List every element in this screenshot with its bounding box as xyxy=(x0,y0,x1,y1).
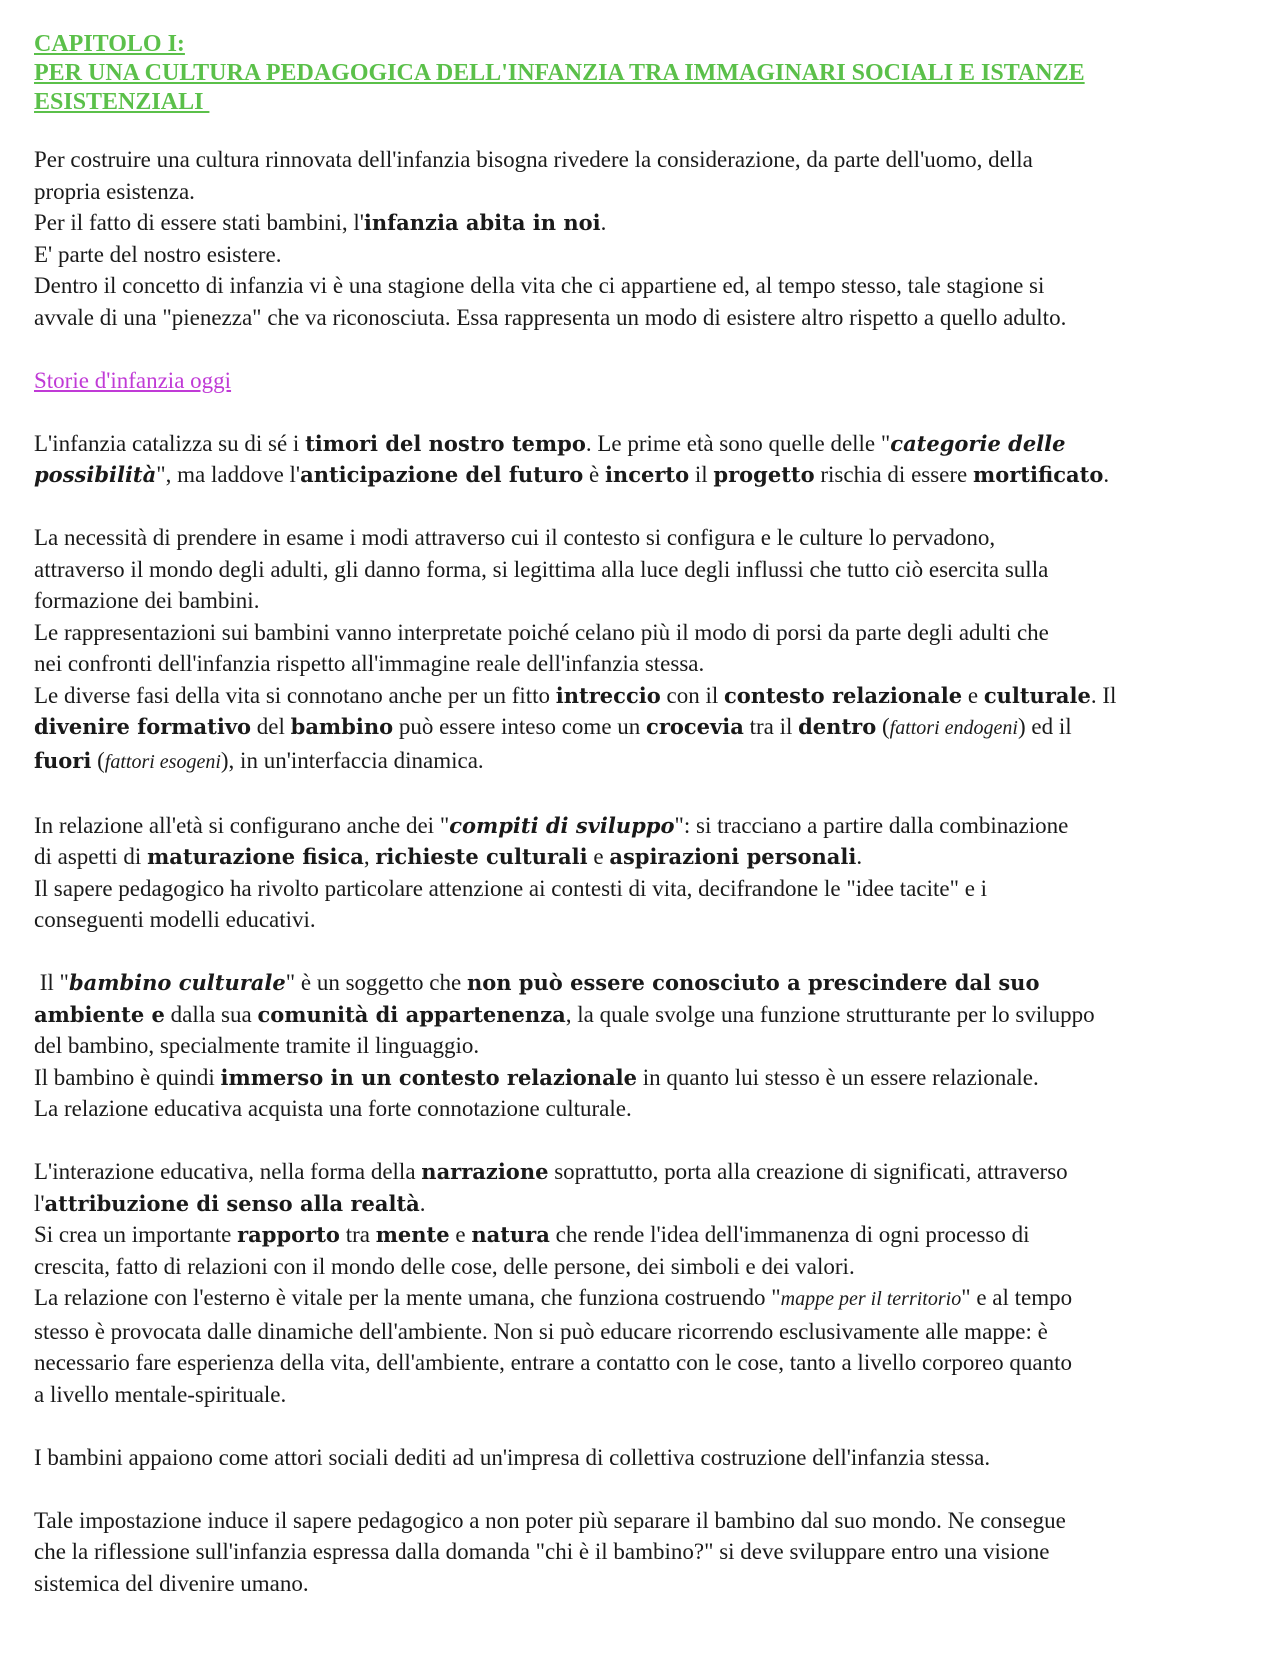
bold-run: richieste culturali xyxy=(375,844,588,869)
text-line xyxy=(34,428,1246,460)
text-run: " è un soggetto che xyxy=(285,970,467,995)
bold-run: infanzia abita in noi xyxy=(363,210,601,235)
bold-run: anticipazione del futuro xyxy=(300,462,584,487)
text-line: La relazione educativa acquista una forte connotazione culturale. xyxy=(34,1096,632,1121)
text-line: sistemica del divenire umano. xyxy=(34,1570,309,1596)
bold-run: maturazione fisica xyxy=(147,844,364,869)
text-line xyxy=(34,999,1246,1031)
text-run: tra xyxy=(339,1222,376,1247)
text-run: e xyxy=(449,1222,472,1247)
bold-run: natura xyxy=(471,1222,550,1247)
text-run: dalla sua xyxy=(164,1001,258,1027)
bold-run: divenire formativo xyxy=(34,714,252,739)
bold-run: progetto xyxy=(713,462,815,487)
section-title: Storie d'infanzia oggi xyxy=(34,367,232,393)
text-line: stesso è provocata dalle dinamiche dell'ambiente. Non si può educare ricorrendo esclusivamente alle mappe: è xyxy=(34,1318,1048,1344)
bold-run: narrazione xyxy=(421,1159,549,1184)
bold-run: ambiente e xyxy=(34,1001,165,1027)
text-run: . xyxy=(1103,462,1110,487)
text-line: Le rappresentazioni sui bambini vanno interpretate poiché celano più il modo di porsi da parte degli adulti che xyxy=(34,619,1049,645)
text-run: l' xyxy=(34,1190,45,1216)
text-run: , la quale svolge una funzione strutturante per lo sviluppo xyxy=(565,1001,1095,1027)
paragraph-bambino-culturale xyxy=(34,967,1246,1125)
text-line xyxy=(34,1219,1246,1251)
paragraph-contesto xyxy=(34,522,1246,778)
bold-run: fuori xyxy=(34,747,92,773)
text-line: Il sapere pedagogico ha rivolto particolare attenzione ai contesti di vita, decifrandone le "idee tacite" e i xyxy=(34,875,988,901)
text-run: Il bambino è quindi xyxy=(34,1064,221,1090)
bold-run: contesto relazionale xyxy=(723,682,963,708)
text-run: rischia di essere xyxy=(814,462,974,487)
text-run: . xyxy=(600,210,607,235)
text-run: Il " xyxy=(34,970,69,995)
text-run: con il xyxy=(660,682,724,708)
text-line: conseguenti modelli educativi. xyxy=(34,907,316,932)
text-line xyxy=(34,1188,1246,1220)
text-run: che rende l'idea dell'immanenza di ogni processo di xyxy=(549,1222,1030,1247)
text-run: . xyxy=(856,844,863,869)
text-run: ) ed il xyxy=(1017,714,1072,739)
section-heading xyxy=(34,365,1246,397)
bold-run: non può essere conosciuto a prescindere dal suo xyxy=(466,970,1040,995)
text-line xyxy=(34,680,1246,712)
text-run: ", ma laddove l' xyxy=(156,462,301,487)
text-run: ), in un'interfaccia dinamica. xyxy=(220,747,484,773)
bold-italic-run: possibilità xyxy=(34,462,157,487)
text-run: . xyxy=(419,1190,426,1216)
italic-run: fattori esogeni xyxy=(104,750,221,773)
text-run: ( xyxy=(91,747,105,773)
text-line: che la riflessione sull'infanzia espressa dalla domanda "chi è il bambino?" si deve sviluppare entro una visione xyxy=(34,1539,1050,1564)
text-line xyxy=(34,1156,1246,1188)
chapter-heading-line-2: PER UNA CULTURA PEDAGOGICA DELL'INFANZIA TRA IMMAGINARI SOCIALI E ISTANZE xyxy=(34,60,1085,86)
text-line: Tale impostazione induce il sapere pedagogico a non poter più separare il bambino dal suo mondo. Ne consegue xyxy=(34,1507,1066,1533)
text-line: avvale di una "pienezza" che va riconosciuta. Essa rappresenta un modo di esistere altro rispetto a quello adulto. xyxy=(34,304,1067,330)
bold-run: dentro xyxy=(798,714,877,739)
text-run: in quanto lui stesso è un essere relazionale. xyxy=(637,1064,1039,1090)
text-line: formazione dei bambini. xyxy=(34,588,260,613)
text-line xyxy=(34,967,1246,999)
paragraph-interazione xyxy=(34,1156,1246,1410)
text-line: crescita, fatto di relazioni con il mondo delle cose, delle persone, dei simboli e dei valori. xyxy=(34,1253,855,1279)
text-run: . Il xyxy=(1090,682,1117,708)
chapter-heading-line-1: CAPITOLO I: xyxy=(34,31,185,57)
text-line: propria esistenza. xyxy=(34,178,195,204)
bold-run: immerso in un contesto relazionale xyxy=(220,1064,638,1090)
text-run: L'infanzia catalizza su di sé i xyxy=(34,430,306,456)
text-line xyxy=(34,711,1246,745)
text-line: del bambino, specialmente tramite il linguaggio. xyxy=(34,1033,480,1058)
text-run: del xyxy=(251,714,291,739)
bold-run: mente xyxy=(375,1222,450,1247)
bold-italic-run: compiti di sviluppo xyxy=(449,812,675,838)
text-line xyxy=(34,1062,1246,1094)
paragraph-compiti xyxy=(34,810,1246,936)
text-run: " e al tempo xyxy=(961,1285,1073,1310)
text-run: In relazione all'età si configurano anche dei " xyxy=(34,812,450,838)
paragraph-conclusione xyxy=(34,1505,1246,1600)
bold-run: aspirazioni personali xyxy=(609,844,857,869)
bold-run: attribuzione di senso alla realtà xyxy=(44,1190,420,1216)
text-line xyxy=(34,745,1246,779)
paragraph-attori-sociali xyxy=(34,1442,1246,1474)
bold-run: intreccio xyxy=(555,682,661,708)
bold-run: bambino xyxy=(290,714,394,739)
text-run: e xyxy=(587,844,610,869)
text-line: I bambini appaiono come attori sociali dediti ad un'impresa di collettiva costruzione dell'infanzia stessa. xyxy=(34,1444,991,1470)
bold-run: incerto xyxy=(604,462,690,487)
italic-run: mappe per il territorio xyxy=(780,1288,962,1310)
text-run: è xyxy=(583,462,605,487)
text-line xyxy=(34,459,1246,491)
text-run: ( xyxy=(876,714,890,739)
text-line: Per costruire una cultura rinnovata dell'infanzia bisogna rivedere la considerazione, da parte dell'uomo, della xyxy=(34,147,1033,172)
text-run: , xyxy=(363,844,376,869)
bold-run: timori del nostro tempo xyxy=(305,430,586,456)
text-run: di aspetti di xyxy=(34,844,148,869)
text-run: ": si tracciano a partire dalla combinazione xyxy=(674,812,1069,838)
text-line: a livello mentale-spirituale. xyxy=(34,1381,287,1407)
text-line xyxy=(34,1282,1246,1316)
text-run: Si crea un importante xyxy=(34,1222,238,1247)
text-run: tra il xyxy=(743,714,799,739)
bold-italic-run: bambino culturale xyxy=(68,970,286,995)
bold-run: rapporto xyxy=(237,1222,340,1247)
text-line xyxy=(34,207,1246,239)
text-run: e xyxy=(962,682,984,708)
bold-italic-run: categorie delle xyxy=(890,430,1066,456)
chapter-heading xyxy=(34,30,1246,117)
bold-run: comunità di appartenenza xyxy=(257,1001,566,1027)
text-line: attraverso il mondo degli adulti, gli danno forma, si legittima alla luce degli influssi che tutto ciò esercita sulla xyxy=(34,556,1049,582)
bold-run: culturale xyxy=(983,682,1091,708)
text-run: . Le prime età sono quelle delle " xyxy=(585,430,891,456)
italic-run: fattori endogeni xyxy=(889,717,1018,739)
text-line: E' parte del nostro esistere. xyxy=(34,241,282,267)
chapter-heading-line-3: ESISTENZIALI xyxy=(34,89,210,115)
text-run: soprattutto, porta alla creazione di significati, attraverso xyxy=(548,1159,1068,1184)
bold-run: crocevia xyxy=(646,714,744,739)
text-run: La relazione con l'esterno è vitale per la mente umana, che funziona costruendo " xyxy=(34,1285,781,1310)
text-run: Le diverse fasi della vita si connotano anche per un fitto xyxy=(34,682,556,708)
paragraph-storie xyxy=(34,428,1246,491)
text-line: necessario fare esperienza della vita, dell'ambiente, entrare a contatto con le cose, tanto a livello corporeo quanto xyxy=(34,1350,1073,1375)
text-line: La necessità di prendere in esame i modi attraverso cui il contesto si configura e le culture lo pervadono, xyxy=(34,525,996,550)
text-line xyxy=(34,841,1246,873)
text-run: L'interazione educativa, nella forma della xyxy=(34,1159,422,1184)
text-run: il xyxy=(689,462,714,487)
text-line: nei confronti dell'infanzia rispetto all'immagine reale dell'infanzia stessa. xyxy=(34,651,705,676)
paragraph-intro xyxy=(34,144,1246,333)
text-run: può essere inteso come un xyxy=(393,714,647,739)
text-run: Per il fatto di essere stati bambini, l' xyxy=(34,210,364,235)
text-line xyxy=(34,810,1246,842)
bold-run: mortificato xyxy=(973,462,1104,487)
text-line: Dentro il concetto di infanzia vi è una stagione della vita che ci appartiene ed, al tempo stesso, tale stagione si xyxy=(34,273,1045,298)
